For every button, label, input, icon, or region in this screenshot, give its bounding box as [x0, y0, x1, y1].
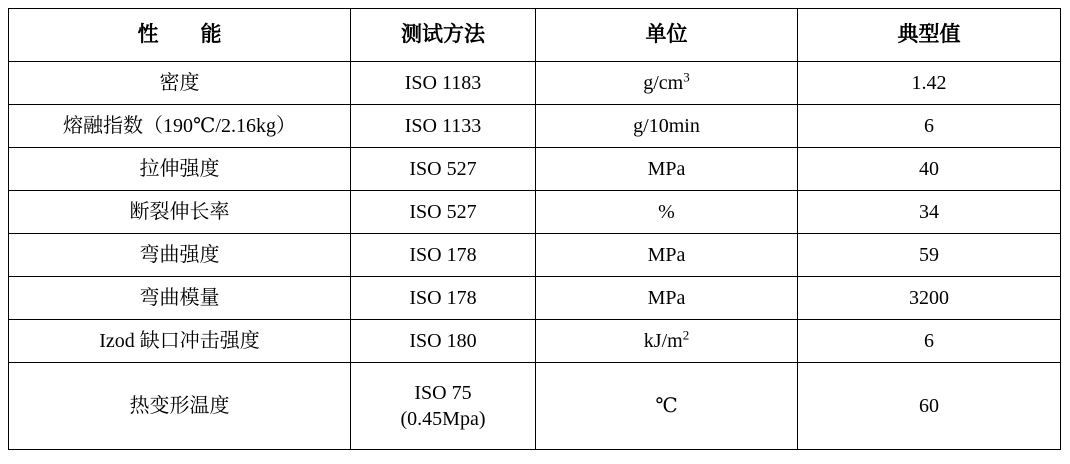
table-row: [9, 234, 1061, 277]
property-cell: 拉伸强度: [9, 148, 351, 191]
method-cell: ISO 178: [351, 234, 536, 277]
table-row: [9, 105, 1061, 148]
value-cell: 6: [798, 105, 1061, 148]
method-cell: ISO 527: [351, 148, 536, 191]
unit-cell: ℃: [536, 363, 798, 450]
column-header-value: 典型值: [798, 9, 1061, 62]
method-cell: ISO 1183: [351, 62, 536, 105]
method-cell: ISO 527: [351, 191, 536, 234]
table-row: [9, 62, 1061, 105]
value-cell: 6: [798, 320, 1061, 363]
property-cell: 密度: [9, 62, 351, 105]
unit-cell: %: [536, 191, 798, 234]
method-cell: ISO 178: [351, 277, 536, 320]
property-cell: 弯曲强度: [9, 234, 351, 277]
unit-superscript: 2: [682, 327, 690, 343]
unit-cell: MPa: [536, 148, 798, 191]
unit-cell: MPa: [536, 234, 798, 277]
table-row: [9, 148, 1061, 191]
unit-superscript: 3: [683, 69, 690, 85]
column-header-unit: 单位: [536, 9, 798, 62]
value-cell: 1.42: [798, 62, 1061, 105]
method-cell: ISO 1133: [351, 105, 536, 148]
header-row: [9, 9, 1061, 62]
value-cell: 3200: [798, 277, 1061, 320]
value-cell: 59: [798, 234, 1061, 277]
unit-cell: g/10min: [536, 105, 798, 148]
unit-cell: $kJ/m^2$: [536, 320, 798, 363]
method-cell: ISO 180: [351, 320, 536, 363]
property-cell: 热变形温度: [9, 363, 351, 450]
property-cell: Izod 缺口冲击强度: [9, 320, 351, 363]
method-cell: ISO 75 (0.45Mpa): [351, 363, 536, 450]
value-cell: 60: [798, 363, 1061, 450]
material-properties-table: [8, 8, 1061, 450]
column-header-method: 测试方法: [351, 9, 536, 62]
table-row: [9, 363, 1061, 450]
property-cell: 弯曲模量: [9, 277, 351, 320]
table-row: [9, 320, 1061, 363]
unit-cell: $g/cm^3$: [536, 62, 798, 105]
unit-cell: MPa: [536, 277, 798, 320]
value-cell: 40: [798, 148, 1061, 191]
table-row: [9, 191, 1061, 234]
property-cell: 熔融指数（190℃/2.16kg）: [9, 105, 351, 148]
table-row: [9, 277, 1061, 320]
column-header-property: 性 能: [9, 9, 351, 62]
property-cell: 断裂伸长率: [9, 191, 351, 234]
value-cell: 34: [798, 191, 1061, 234]
